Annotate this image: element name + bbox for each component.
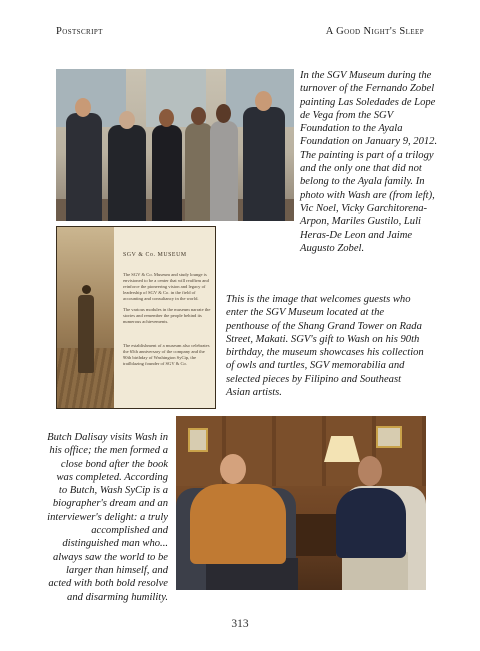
running-head-right: A Good Night's Sleep	[325, 26, 424, 37]
person	[106, 103, 148, 221]
person	[358, 456, 382, 486]
person	[208, 95, 240, 221]
person	[64, 91, 104, 221]
person	[220, 454, 246, 484]
office-photo	[176, 416, 426, 590]
museum-panel-title: SGV & Co. MUSEUM	[123, 252, 187, 258]
group-photo	[56, 69, 294, 221]
wall-frame	[188, 428, 208, 452]
running-head-left: Postscript	[56, 26, 103, 37]
office-photo-caption: Butch Dalisay visits Wash in his office; the men formed a close bond after the book was completed. According to Butch, Wash SyCip is a biographer's dream and an interviewer's delight: a truly accomplished and distinguished man who... always saw the world to be larger than himself, and acted with both bold resolve and disarming humility.	[47, 432, 168, 603]
page-number: 313	[231, 618, 249, 630]
wall-frame	[376, 426, 402, 448]
standing-figure	[77, 285, 95, 373]
museum-panel-paragraph: The SGV & Co. Museum and study lounge is envisioned to be a center that will reaffirm and reinforce the pioneering vision and legacy of leadership of SGV & Co. in the field of accounting and consultancy in the world.	[123, 272, 209, 301]
person	[150, 101, 184, 221]
museum-panel-paragraph: The various modules in the museum narrate the stories and remember the people behind its numerous achievements.	[123, 307, 211, 324]
person	[190, 484, 286, 564]
museum-photo-caption: This is the image that welcomes guests who enter the SGV Museum located at the penthouse of the Shang Grand Tower on Rada Street, Makati. SGV's gift to Wash on his 90th birthday, the museum showcases his collection of owls and turtles, SGV memorabilia and selected pieces by Filipino and Southeast Asian artists.	[226, 294, 424, 399]
person	[336, 488, 406, 558]
group-photo-caption: In the SGV Museum during the turnover of the Fernando Zobel painting Las Soledades de Lope de Vega from the SGV Foundation to the Ayala Foundation on January 9, 2012. The painting is part of a trilogy and the only one that did not belong to the Ayala family. In photo with Wash are (from left), Vic Noel, Vicky Garchitorena-Arpon, Mariles Gustilo, Luli Heras-De Leon and Jaime Augusto Zobel.	[300, 70, 438, 254]
museum-panel-paragraph: The establishment of a museum also celebrates the 65th anniversary of the company and the 90th birthday of Washington SyCip, the trailblazing founder of SGV & Co.	[123, 343, 210, 366]
person	[240, 81, 288, 221]
museum-panel-photo	[56, 226, 216, 409]
